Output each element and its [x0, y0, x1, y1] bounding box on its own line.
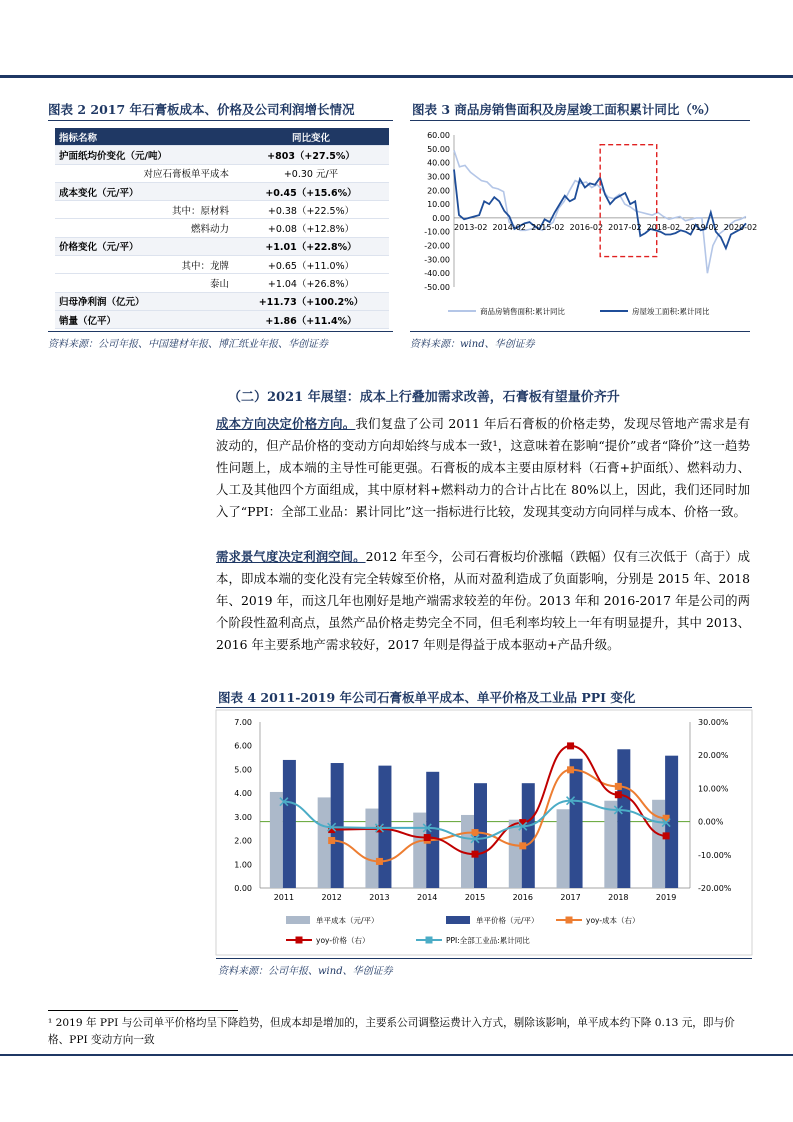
y-tick-label: -40.00 — [424, 269, 450, 279]
figure4-title: 图表 4 2011-2019 年公司石膏板单平成本、单平价格及工业品 PPI 变化 — [218, 690, 636, 705]
y-tick-label: 40.00 — [427, 158, 450, 168]
row-label: 其中：龙牌 — [55, 256, 233, 274]
y-right-tick-label: -20.00% — [698, 884, 732, 893]
y-right-tick-label: 0.00% — [698, 817, 724, 827]
x-tick-label: 2019-02 — [685, 222, 719, 232]
marker-yoy-price — [472, 851, 479, 858]
table-row — [55, 182, 389, 200]
marker-yoy-price — [519, 819, 526, 826]
x-tick-label: 2013 — [369, 893, 390, 902]
row-value: +0.65（+11.0%） — [233, 256, 389, 274]
table-header — [55, 128, 389, 146]
row-value: +0.45（+15.6%） — [233, 182, 389, 200]
x-tick-label: 2014 — [417, 893, 438, 902]
legend-label: 单平价格（元/平） — [476, 916, 539, 925]
row-value: +1.86（+11.4%） — [233, 310, 389, 328]
legend-swatch — [286, 916, 310, 924]
paragraph-cost-lead: 成本方向决定价格方向。 — [216, 416, 356, 431]
paragraph-demand-body: 2012 年至今，公司石膏板均价涨幅（跌幅）仅有三次低于（高于）成本，即成本端的变化没有完全转嫁至价格，从而对盈利造成了负面影响，分别是 2015 年、2018 年、2019 年，而这几年也刚好是地产端需求较差的年份。2013 年和 2016-2017 年是公司的两个阶段性盈利高点，虽然产品价格走势完全不同，但毛利率均较上一年有明显提升，其中 2013、2016 年主要系地产需求较好，2017 年则是得益于成本驱动+产品升级。 — [216, 549, 750, 652]
marker-yoy-cost — [567, 766, 574, 773]
table-row — [55, 164, 389, 182]
y-right-tick-label: 10.00% — [698, 784, 729, 794]
footnote-rule — [48, 1010, 238, 1011]
paragraph-demand — [216, 546, 750, 656]
marker-yoy-cost — [376, 858, 383, 865]
header-rule — [0, 75, 793, 78]
table-row — [55, 310, 389, 328]
bar-unit-cost — [270, 792, 283, 888]
figure4-title-rule — [216, 707, 752, 708]
row-value: +1.04（+26.8%） — [233, 274, 389, 292]
legend-marker — [566, 917, 573, 924]
x-tick-label: 2016 — [512, 893, 533, 902]
bar-unit-cost — [557, 809, 570, 888]
x-tick-label: 2015 — [464, 893, 486, 902]
y-tick-label: -30.00 — [424, 255, 450, 265]
y-left-tick-label: 0.00 — [234, 884, 252, 893]
table-row — [55, 274, 389, 292]
paragraph-cost — [216, 413, 750, 523]
row-value: +0.08（+12.8%） — [233, 219, 389, 237]
legend-label: yoy-成本（右） — [586, 916, 640, 925]
figure3-source: 资料来源：wind、华创证券 — [410, 339, 535, 350]
y-tick-label: -20.00 — [424, 241, 450, 251]
legend-marker — [426, 937, 433, 944]
figure4-source: 资料来源：公司年报、wind、华创证券 — [218, 966, 393, 977]
header-name: 指标名称 — [55, 128, 233, 146]
table-row — [55, 237, 389, 255]
x-tick-label: 2015-02 — [531, 222, 565, 232]
x-tick-label: 2019 — [655, 893, 677, 902]
figure3-bottom-rule — [410, 331, 750, 332]
y-tick-label: -10.00 — [424, 227, 450, 237]
row-value: +1.01（+22.8%） — [233, 237, 389, 255]
bar-unit-price — [283, 760, 296, 888]
row-label: 泰山 — [55, 274, 233, 292]
section-title: （二）2021 年展望：成本上行叠加需求改善，石膏板有望量价齐升 — [228, 390, 620, 405]
bar-unit-cost — [365, 809, 378, 888]
bar-unit-cost — [652, 800, 665, 888]
marker-yoy-cost — [328, 837, 335, 844]
y-right-tick-label: -10.00% — [698, 850, 732, 860]
marker-yoy-cost — [519, 842, 526, 849]
x-tick-label: 2014-02 — [492, 222, 526, 232]
paragraph-cost-body: 我们复盘了公司 2011 年后石膏板的价格走势，发现尽管地产需求是有波动的，但产品价格的变动方向却始终与成本一致¹，这意味着在影响“提价”或者“降价”这一趋势性问题上，成本端的主导性可能更强。石膏板的成本主要由原材料（石膏+护面纸）、燃料动力、人工及其他四个方面组成，其中原材料+燃料动力的合计占比在 80%以上，因此，我们还同时加入了“PPI：全部工业品：累计同比”这一指标进行比较，发现其变动方向同样与成本、价格一致。 — [216, 416, 750, 519]
row-label: 归母净利润（亿元） — [55, 292, 233, 310]
row-label: 价格变化（元/平） — [55, 237, 233, 255]
x-tick-label: 2013-02 — [454, 222, 488, 232]
footnote: ¹ 2019 年 PPI 与公司单平价格均呈下降趋势，但成本却是增加的，主要系公司调整运费计入方式，剔除该影响，单平成本约下降 0.13 元，即与价格、PPI 变动方向一致 — [48, 1017, 735, 1046]
x-tick-label: 2012 — [321, 893, 342, 902]
y-tick-label: 30.00 — [427, 172, 450, 182]
x-tick-label: 2017 — [560, 893, 581, 902]
marker-yoy-price — [663, 832, 670, 839]
y-left-tick-label: 1.00 — [234, 860, 252, 870]
marker-yoy-cost — [472, 829, 479, 836]
figure2-table — [55, 128, 389, 329]
marker-yoy-price — [615, 791, 622, 798]
x-tick-label: 2018 — [608, 893, 629, 902]
marker-yoy-price — [424, 834, 431, 841]
paragraph-demand-lead: 需求景气度决定利润空间。 — [216, 549, 366, 564]
table-row — [55, 219, 389, 237]
figure3-title-rule — [410, 120, 750, 121]
x-tick-label: 2020-02 — [723, 222, 758, 232]
figure2-title: 图表 2 2017 年石膏板成本、价格及公司利润增长情况 — [48, 102, 355, 117]
figure3-title: 图表 3 商品房销售面积及房屋竣工面积累计同比（%） — [412, 102, 717, 117]
marker-yoy-cost — [615, 783, 622, 790]
x-tick-label: 2017-02 — [608, 222, 642, 232]
table-row — [55, 146, 389, 164]
row-value: +0.30 元/平 — [233, 164, 389, 182]
marker-yoy-price — [567, 742, 574, 749]
row-label: 对应石膏板单平成本 — [55, 164, 233, 182]
legend-label-completion: 房屋竣工面积:累计同比 — [632, 307, 710, 316]
y-left-tick-label: 5.00 — [234, 765, 252, 775]
row-label: 其中：原材料 — [55, 201, 233, 219]
bar-unit-price — [522, 783, 535, 888]
figure2-title-rule — [48, 120, 393, 121]
table-row — [55, 292, 389, 310]
y-left-tick-label: 6.00 — [234, 741, 252, 751]
y-tick-label: 60.00 — [427, 131, 450, 140]
figure4-bottom-rule — [216, 958, 752, 959]
y-left-tick-label: 2.00 — [234, 836, 252, 846]
legend-marker — [296, 937, 303, 944]
table-row — [55, 201, 389, 219]
x-tick-label: 2011 — [273, 893, 295, 902]
figure2-bottom-rule — [48, 331, 393, 332]
row-label: 销量（亿平） — [55, 310, 233, 328]
table-row — [55, 256, 389, 274]
y-tick-label: 20.00 — [427, 186, 450, 196]
x-tick-label: 2018-02 — [646, 222, 681, 232]
row-value: +11.73（+100.2%） — [233, 292, 389, 310]
figure3-chart — [408, 126, 758, 328]
row-value: +0.38（+22.5%） — [233, 201, 389, 219]
legend-swatch — [446, 916, 470, 924]
figure2-source: 资料来源：公司年报、中国建材年报、博汇纸业年报、华创证券 — [48, 339, 328, 350]
figure4-chart — [216, 710, 752, 955]
row-value: +803（+27.5%） — [233, 146, 389, 164]
y-left-tick-label: 4.00 — [234, 789, 252, 799]
y-tick-label: 50.00 — [427, 144, 450, 154]
header-value: 同比变化 — [233, 128, 389, 146]
footer-rule — [0, 1054, 793, 1056]
y-right-tick-label: 20.00% — [698, 751, 729, 761]
bar-unit-price — [570, 759, 583, 888]
row-label: 成本变化（元/平） — [55, 182, 233, 200]
y-tick-label: -50.00 — [424, 283, 450, 292]
legend-label: yoy-价格（右） — [316, 936, 370, 945]
y-tick-label: 0.00 — [432, 213, 450, 223]
row-label: 燃料动力 — [55, 219, 233, 237]
legend-label: 单平成本（元/平） — [316, 916, 379, 925]
y-tick-label: 10.00 — [427, 200, 450, 210]
legend-label-sales: 商品房销售面积:累计同比 — [480, 307, 566, 316]
bar-unit-price — [617, 749, 630, 888]
legend-label: PPI:全部工业品:累计同比 — [446, 936, 530, 945]
row-label: 护面纸均价变化（元/吨） — [55, 146, 233, 164]
y-left-tick-label: 7.00 — [234, 718, 252, 727]
y-left-tick-label: 3.00 — [234, 812, 252, 822]
y-right-tick-label: 30.00% — [698, 718, 729, 727]
x-tick-label: 2016-02 — [569, 222, 604, 232]
